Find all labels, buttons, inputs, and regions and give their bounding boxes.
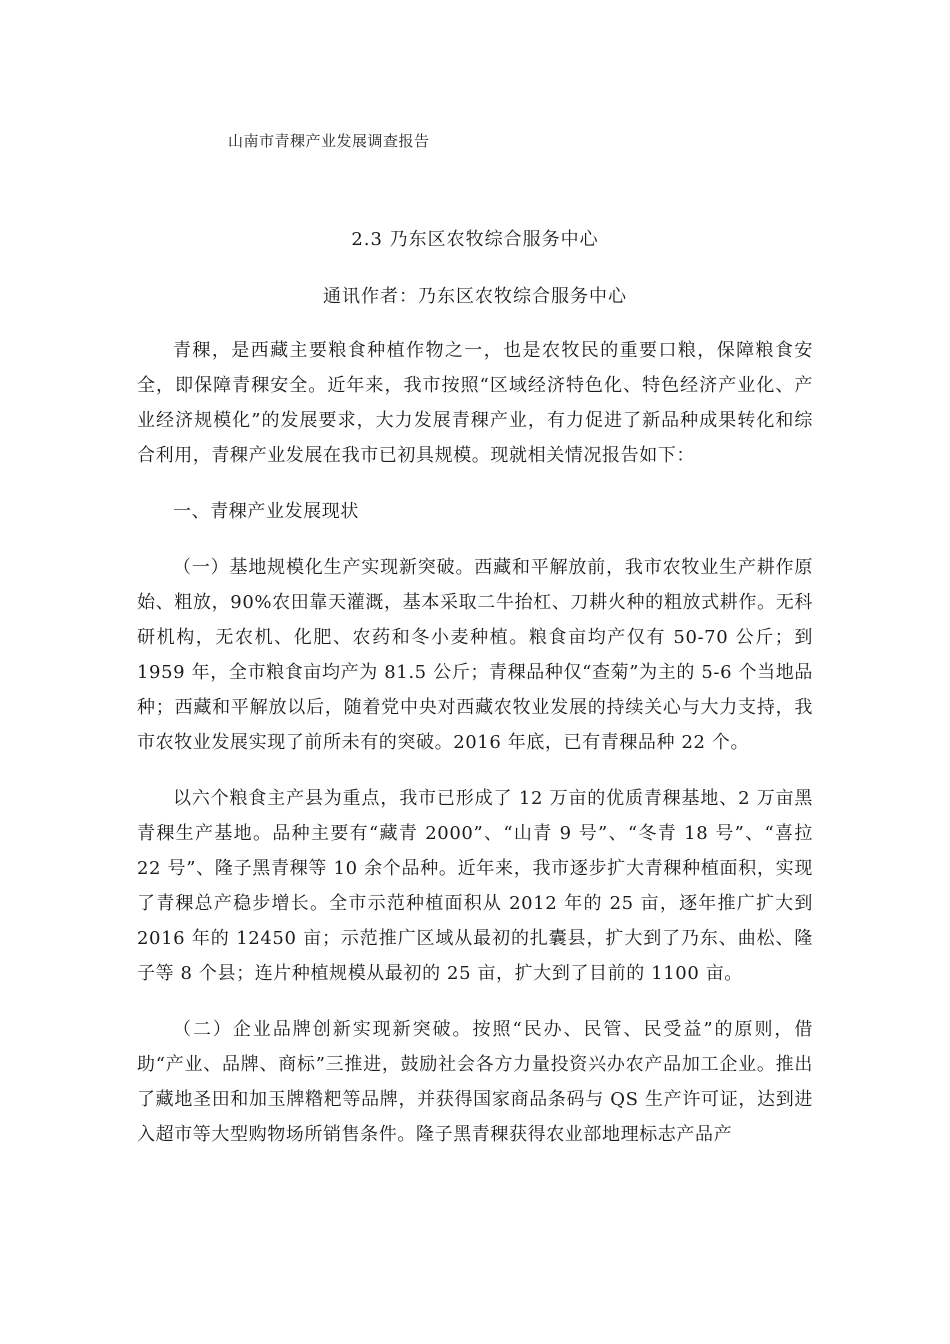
running-header: 山南市青稞产业发展调查报告 — [228, 132, 430, 150]
document-body — [137, 333, 813, 1173]
author-byline: 通讯作者：乃东区农牧综合服务中心 — [323, 286, 627, 307]
section-heading: 一、青稞产业发展现状 — [173, 501, 359, 522]
body-paragraph: 以六个粮食主产县为重点，我市已形成了 12 万亩的优质青稞基地、2 万亩黑青稞生产基地。品种主要有“藏青 2000”、“山青 9 号”、“冬青 18 号”、“喜拉 22 号”、隆子黑青稞等 10 余个品种。近年来，我市逐步扩大青稞种植面积，实现了青稞总产稳步增长。全市示范种植面积从 2012 年的 25 亩，逐年推广扩大到 2016 年的 12450 亩；示范推广区域从最初的扎囊县，扩大到了乃东、曲松、隆子等 8 个县；连片种植规模从最初的 25 亩，扩大到了目前的 1100 亩。 — [137, 788, 813, 984]
body-paragraph: （二）企业品牌创新实现新突破。按照“民办、民管、民受益”的原则，借助“产业、品牌、商标”三推进，鼓励社会各方力量投资兴办农产品加工企业。推出了藏地圣田和加玉牌糌粑等品牌，并获得国家商品条码与 QS 生产许可证，达到进入超市等大型购物场所销售条件。隆子黑青稞获得农业部地理标志产品产 — [137, 1019, 813, 1145]
body-paragraph: （一）基地规模化生产实现新突破。西藏和平解放前，我市农牧业生产耕作原始、粗放，90%农田靠天灌溉，基本采取二牛抬杠、刀耕火种的粗放式耕作。无科研机构，无农机、化肥、农药和冬小麦种植。粮食亩均产仅有 50-70 公斤；到 1959 年，全市粮食亩均产为 81.5 公斤；青稞品种仅“查菊”为主的 5-6 个当地品种；西藏和平解放以后，随着党中央对西藏农牧业发展的持续关心与大力支持，我市农牧业发展实现了前所未有的突破。2016 年底，已有青稞品种 22 个。 — [137, 557, 813, 753]
intro-paragraph: 青稞，是西藏主要粮食种植作物之一，也是农牧民的重要口粮，保障粮食安全，即保障青稞安全。近年来，我市按照“区域经济特色化、特色经济产业化、产业经济规模化”的发展要求，大力发展青稞产业，有力促进了新品种成果转化和综合利用，青稞产业发展在我市已初具规模。现就相关情况报告如下： — [137, 340, 813, 466]
section-title: 2.3 乃东区农牧综合服务中心 — [351, 229, 599, 250]
